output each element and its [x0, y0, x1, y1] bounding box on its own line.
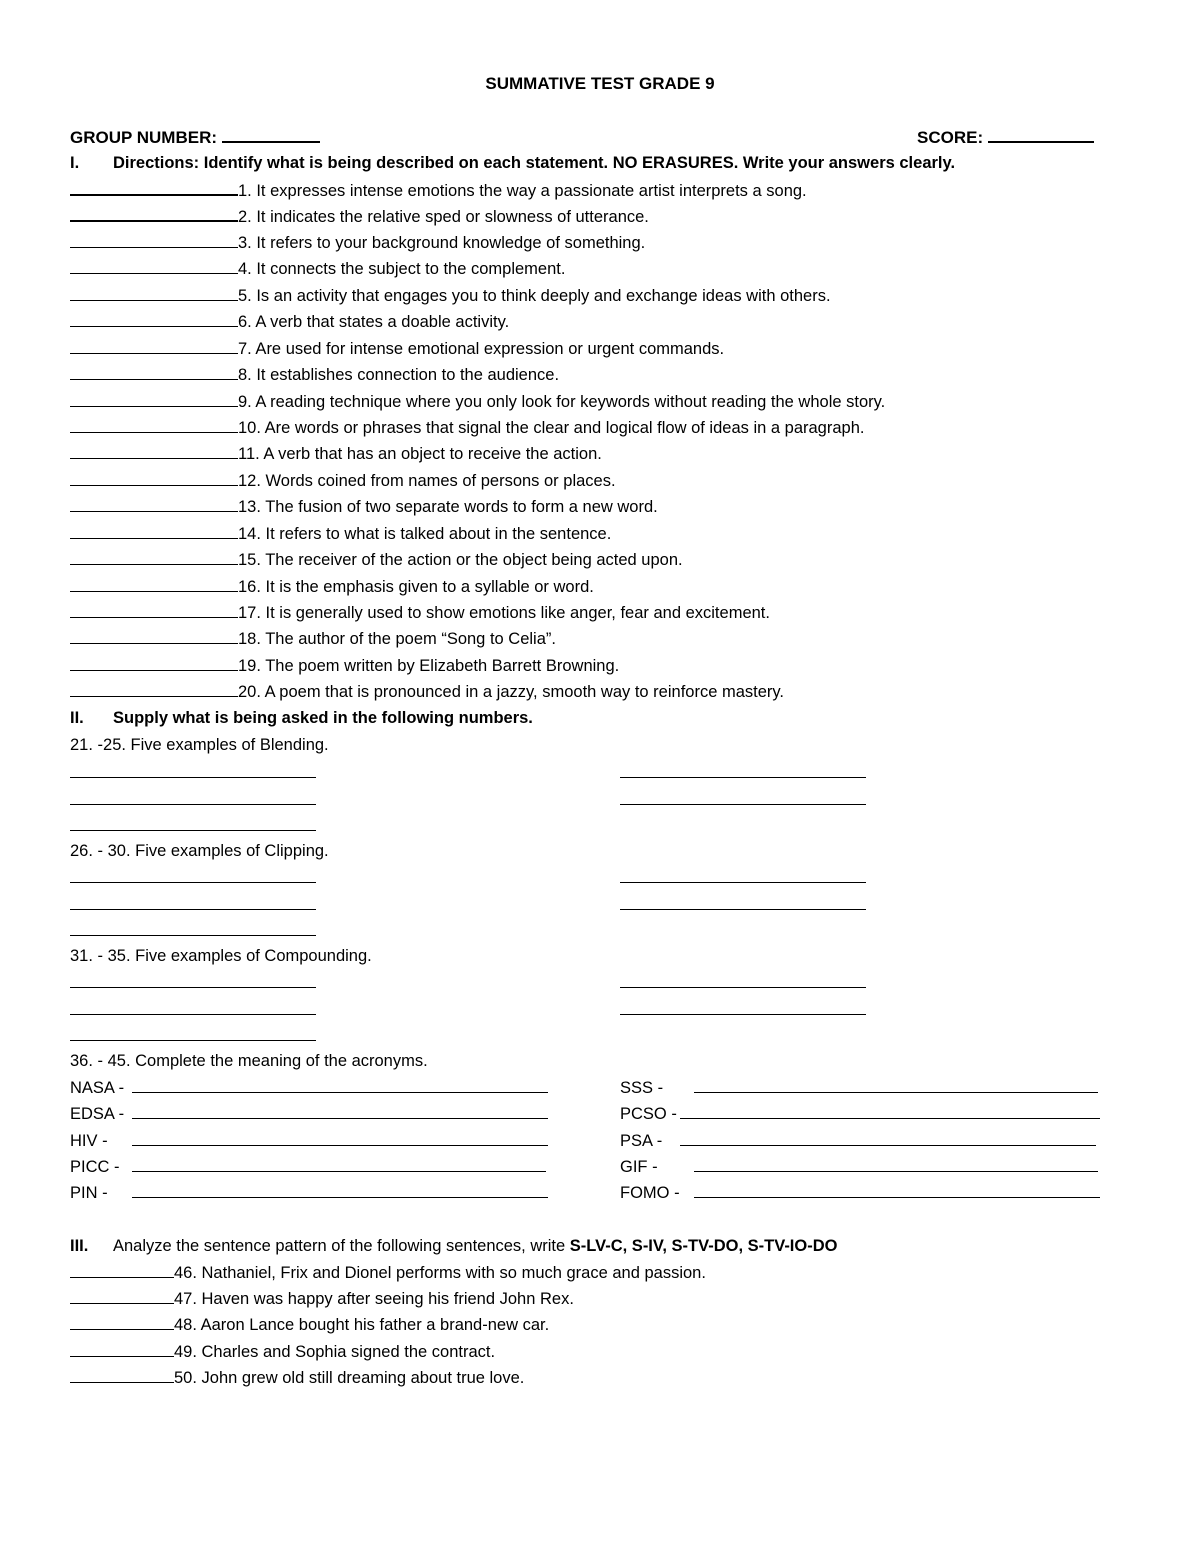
question-item	[70, 603, 770, 623]
answer-blank[interactable]	[70, 550, 238, 565]
answer-blank[interactable]	[70, 471, 238, 486]
answer-blank[interactable]	[70, 444, 238, 459]
clipping-blank-1[interactable]	[70, 868, 316, 888]
question-text: 15. The receiver of the action or the object being acted upon.	[238, 551, 683, 569]
question-item	[70, 339, 724, 359]
question-item	[70, 286, 831, 306]
question-item	[70, 259, 565, 279]
acronym-label: NASA -	[70, 1079, 125, 1097]
question-text: 5. Is an activity that engages you to think deeply and exchange ideas with others.	[238, 287, 831, 305]
answer-blank[interactable]	[70, 259, 238, 274]
question-text: 10. Are words or phrases that signal the clear and logical flow of ideas in a paragraph.	[238, 419, 865, 437]
question-text: 14. It refers to what is talked about in the sentence.	[238, 525, 612, 543]
blending-blank-5[interactable]	[70, 816, 316, 836]
compounding-prompt: 31. - 35. Five examples of Compounding.	[70, 947, 372, 965]
sentence-text: 47. Haven was happy after seeing his friend John Rex.	[174, 1290, 574, 1308]
question-item	[70, 682, 784, 702]
acronym-row[interactable]	[620, 1157, 1098, 1177]
clipping-blank-3[interactable]	[70, 895, 316, 915]
answer-blank[interactable]	[70, 629, 238, 644]
part2-directions: Supply what is being asked in the following numbers.	[113, 709, 533, 727]
question-text: 19. The poem written by Elizabeth Barrett Browning.	[238, 657, 620, 675]
question-item	[70, 656, 619, 676]
question-item	[70, 233, 645, 253]
answer-blank[interactable]	[70, 656, 238, 671]
answer-blank[interactable]	[70, 365, 238, 380]
question-item	[70, 365, 559, 385]
answer-blank[interactable]	[70, 577, 238, 592]
score-field[interactable]	[917, 127, 1094, 148]
clipping-blank-5[interactable]	[70, 921, 316, 941]
pattern-blank[interactable]	[70, 1315, 174, 1330]
clipping-prompt: 26. - 30. Five examples of Clipping.	[70, 842, 329, 860]
acronym-row[interactable]	[70, 1104, 548, 1124]
acronym-blank[interactable]	[694, 1183, 1100, 1198]
acronym-row[interactable]	[620, 1078, 1098, 1098]
page-title: SUMMATIVE TEST GRADE 9	[485, 74, 715, 93]
question-item	[70, 180, 807, 201]
question-text: 11. A verb that has an object to receive the action.	[238, 445, 602, 463]
acronym-row[interactable]	[70, 1157, 546, 1177]
acronym-row[interactable]	[620, 1183, 1100, 1203]
answer-blank[interactable]	[70, 233, 238, 248]
acronym-row[interactable]	[70, 1131, 548, 1151]
answer-blank[interactable]	[70, 524, 238, 539]
question-text: 18. The author of the poem “Song to Celia”.	[238, 630, 556, 648]
acronym-row[interactable]	[620, 1104, 1100, 1124]
question-item	[70, 524, 611, 544]
part1-directions-line	[70, 153, 955, 173]
acronym-label: PIN -	[70, 1184, 108, 1202]
acronym-label: PICC -	[70, 1158, 120, 1176]
sentence-item	[70, 1342, 495, 1362]
compounding-blank-1[interactable]	[70, 973, 316, 993]
acronym-blank[interactable]	[132, 1131, 548, 1146]
acronym-row[interactable]	[70, 1183, 548, 1203]
acronym-blank[interactable]	[694, 1157, 1098, 1172]
sentence-item	[70, 1289, 574, 1309]
clipping-blank-4[interactable]	[620, 895, 866, 915]
question-text: 12. Words coined from names of persons or places.	[238, 472, 616, 490]
question-item	[70, 418, 864, 438]
part1-directions: Directions: Identify what is being described on each statement. NO ERASURES. Write your answers clearly.	[113, 154, 956, 172]
compounding-blank-2[interactable]	[620, 973, 866, 993]
blending-blank-4[interactable]	[620, 790, 866, 810]
group-number-field[interactable]	[70, 127, 320, 148]
group-number-blank[interactable]	[222, 127, 320, 143]
pattern-blank[interactable]	[70, 1342, 174, 1357]
question-text: 8. It establishes connection to the audience.	[238, 366, 560, 384]
blending-blank-3[interactable]	[70, 790, 316, 810]
question-text: 7. Are used for intense emotional expression or urgent commands.	[238, 340, 725, 358]
acronym-blank[interactable]	[680, 1131, 1096, 1146]
part1-numeral: I.	[70, 154, 80, 172]
part3-directions: Analyze the sentence pattern of the following sentences, write	[113, 1237, 566, 1255]
acronym-label: PSA -	[620, 1132, 663, 1150]
answer-blank[interactable]	[70, 180, 238, 196]
question-text: 4. It connects the subject to the complement.	[238, 260, 566, 278]
acronym-blank[interactable]	[132, 1104, 548, 1119]
acronym-label: FOMO -	[620, 1184, 680, 1202]
score-blank[interactable]	[988, 127, 1094, 143]
sentence-item	[70, 1368, 524, 1388]
question-text: 3. It refers to your background knowledge of something.	[238, 234, 646, 252]
sentence-text: 49. Charles and Sophia signed the contract.	[174, 1343, 496, 1361]
acronym-blank[interactable]	[680, 1104, 1100, 1119]
answer-blank[interactable]	[70, 603, 238, 618]
acronym-blank[interactable]	[694, 1078, 1098, 1093]
answer-blank[interactable]	[70, 339, 238, 354]
answer-blank[interactable]	[70, 312, 238, 327]
part3-directions-line	[70, 1236, 837, 1256]
pattern-blank[interactable]	[70, 1263, 174, 1278]
question-text: 2. It indicates the relative sped or slowness of utterance.	[238, 208, 649, 226]
question-text: 13. The fusion of two separate words to form a new word.	[238, 498, 658, 516]
question-item	[70, 550, 683, 570]
answer-blank[interactable]	[70, 206, 238, 222]
question-item	[70, 312, 509, 332]
acronym-label: GIF -	[620, 1158, 658, 1176]
group-number-label: GROUP NUMBER:	[70, 128, 218, 147]
compounding-blank-4[interactable]	[620, 1000, 866, 1020]
acronym-label: SSS -	[620, 1079, 664, 1097]
answer-blank[interactable]	[70, 682, 238, 697]
pattern-blank[interactable]	[70, 1368, 174, 1383]
acronym-label: EDSA -	[70, 1105, 125, 1123]
sentence-item	[70, 1263, 706, 1283]
part2-directions-line	[70, 708, 533, 728]
compounding-blank-3[interactable]	[70, 1000, 316, 1020]
question-item	[70, 471, 616, 491]
acronym-row[interactable]	[70, 1078, 548, 1098]
acronym-row[interactable]	[620, 1131, 1096, 1151]
answer-blank[interactable]	[70, 497, 238, 512]
question-text: 1. It expresses intense emotions the way a passionate artist interprets a song.	[238, 182, 807, 200]
part3-numeral: III.	[70, 1237, 89, 1255]
answer-blank[interactable]	[70, 286, 238, 301]
acronym-label: PCSO -	[620, 1105, 677, 1123]
blending-prompt: 21. -25. Five examples of Blending.	[70, 736, 329, 754]
question-text: 9. A reading technique where you only look for keywords without reading the whole story.	[238, 393, 886, 411]
sentence-patterns: S-LV-C, S-IV, S-TV-DO, S-TV-IO-DO	[569, 1237, 838, 1255]
answer-blank[interactable]	[70, 418, 238, 433]
acronyms-prompt: 36. - 45. Complete the meaning of the acronyms.	[70, 1052, 428, 1070]
sentence-text: 46. Nathaniel, Frix and Dionel performs with so much grace and passion.	[174, 1264, 706, 1282]
answer-blank[interactable]	[70, 392, 238, 407]
question-item	[70, 629, 556, 649]
acronym-blank[interactable]	[132, 1183, 548, 1198]
compounding-blank-5[interactable]	[70, 1026, 316, 1046]
pattern-blank[interactable]	[70, 1289, 174, 1304]
acronym-blank[interactable]	[132, 1078, 548, 1093]
score-label: SCORE:	[917, 128, 984, 147]
question-item	[70, 497, 658, 517]
acronym-blank[interactable]	[132, 1157, 546, 1172]
question-text: 16. It is the emphasis given to a syllable or word.	[238, 578, 594, 596]
sentence-text: 48. Aaron Lance bought his father a brand-new car.	[174, 1316, 550, 1334]
part2-numeral: II.	[70, 709, 84, 727]
question-item	[70, 392, 885, 412]
sentence-item	[70, 1315, 549, 1335]
question-text: 20. A poem that is pronounced in a jazzy, smooth way to reinforce mastery.	[238, 683, 784, 701]
question-text: 6. A verb that states a doable activity.	[238, 313, 510, 331]
clipping-blank-2[interactable]	[620, 868, 866, 888]
sentence-text: 50. John grew old still dreaming about true love.	[174, 1369, 525, 1387]
acronym-label: HIV -	[70, 1132, 108, 1150]
blending-blank-1[interactable]	[70, 763, 316, 783]
question-item	[70, 444, 602, 464]
question-item	[70, 206, 649, 227]
blending-blank-2[interactable]	[620, 763, 866, 783]
question-text: 17. It is generally used to show emotions like anger, fear and excitement.	[238, 604, 770, 622]
question-item	[70, 577, 594, 597]
